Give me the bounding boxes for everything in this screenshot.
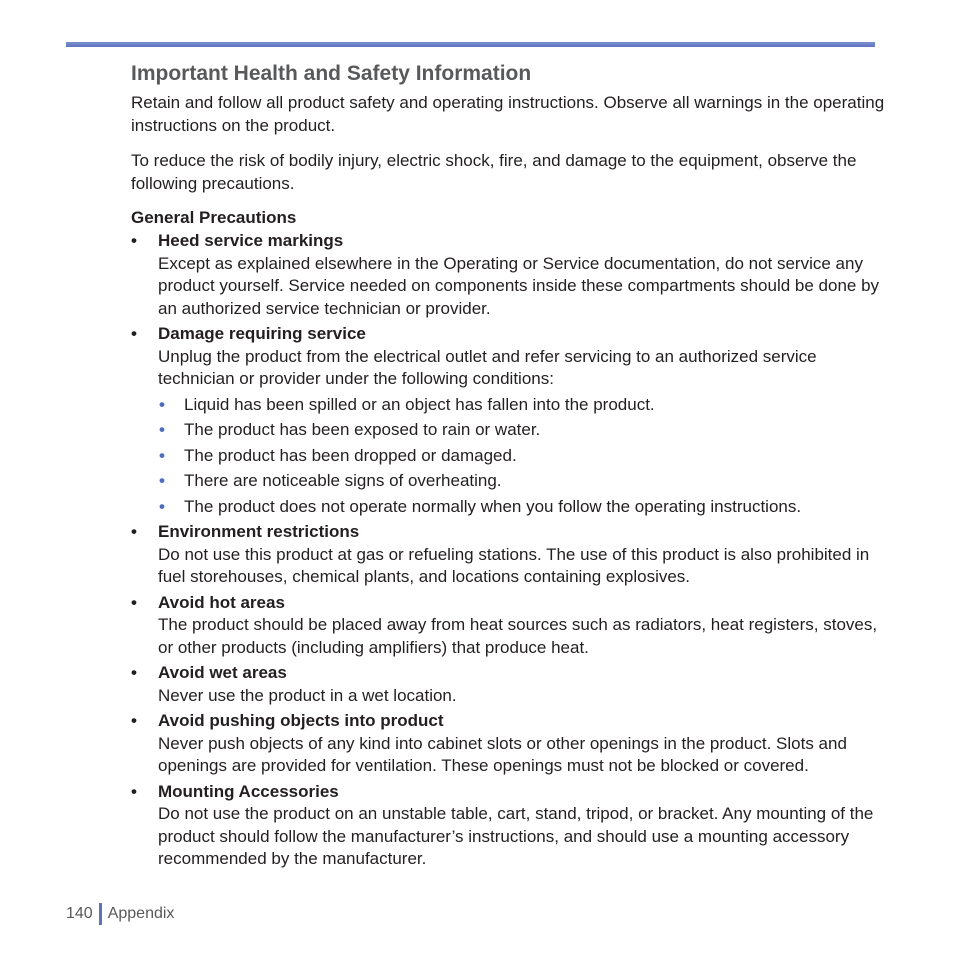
item-body: Never push objects of any kind into cabinet slots or other openings in the product. Slots and openings are provided for ventilation. These openings must not be blocked or covered. [158,733,847,775]
condition-item: • The product does not operate normally when you follow the operating instructions. [158,496,891,519]
page-title: Important Health and Safety Information [131,62,532,85]
condition-item: • There are noticeable signs of overheating. [158,470,891,493]
footer-section: Appendix [107,905,175,922]
item-heading: • Environment restrictions [158,522,360,541]
header-rule [66,42,875,47]
list-item [131,710,891,778]
condition-item: • The product has been dropped or damaged. [158,445,891,468]
intro-paragraph-2: To reduce the risk of bodily injury, electric shock, fire, and damage to the equipment, observe the following precautions. [131,151,857,193]
item-body: Except as explained elsewhere in the Operating or Service documentation, do not service any product yourself. Service needed on components inside these compartments should be done by an authorized service technician or provider. [158,253,880,318]
item-heading: • Avoid pushing objects into product [158,711,444,730]
item-heading: • Damage requiring service [158,324,366,343]
list-item [131,323,891,518]
item-body: Do not use this product at gas or refueling stations. The use of this product is also prohibited in fuel storehouses, chemical plants, and locations containing explosives. [158,544,870,586]
page-number: 140 [66,905,93,922]
intro-paragraph-1: Retain and follow all product safety and operating instructions. Observe all warnings in the operating instructions on the product. [131,93,885,135]
list-item [131,592,891,660]
page-footer [66,903,174,925]
precautions-list [131,230,891,871]
item-body: Never use the product in a wet location. [158,685,457,705]
item-body: Do not use the product on an unstable table, cart, stand, tripod, or bracket. Any mounting of the product should follow the manufacturer’s instructions, and should use a mounting accessory recommended by the manufacturer. [158,804,874,868]
list-item [131,662,891,707]
item-heading: • Mounting Accessories [158,781,339,801]
condition-item: • The product has been exposed to rain or water. [158,419,891,442]
page-content [131,60,891,874]
condition-list [158,394,891,519]
section-heading: General Precautions [131,208,297,227]
condition-item: • Liquid has been spilled or an object has fallen into the product. [158,394,891,417]
list-item [131,521,891,589]
item-heading: • Avoid wet areas [158,663,287,682]
list-item [131,230,891,320]
list-item [131,781,891,871]
item-body: Unplug the product from the electrical outlet and refer servicing to an authorized service technician or provider under the following conditions: [158,346,817,388]
footer-divider [99,903,102,925]
item-body: The product should be placed away from heat sources such as radiators, heat registers, stoves, or other products (including amplifiers) that produce heat. [158,615,878,657]
item-heading: • Heed service markings [158,231,344,250]
item-heading: • Avoid hot areas [158,592,285,612]
